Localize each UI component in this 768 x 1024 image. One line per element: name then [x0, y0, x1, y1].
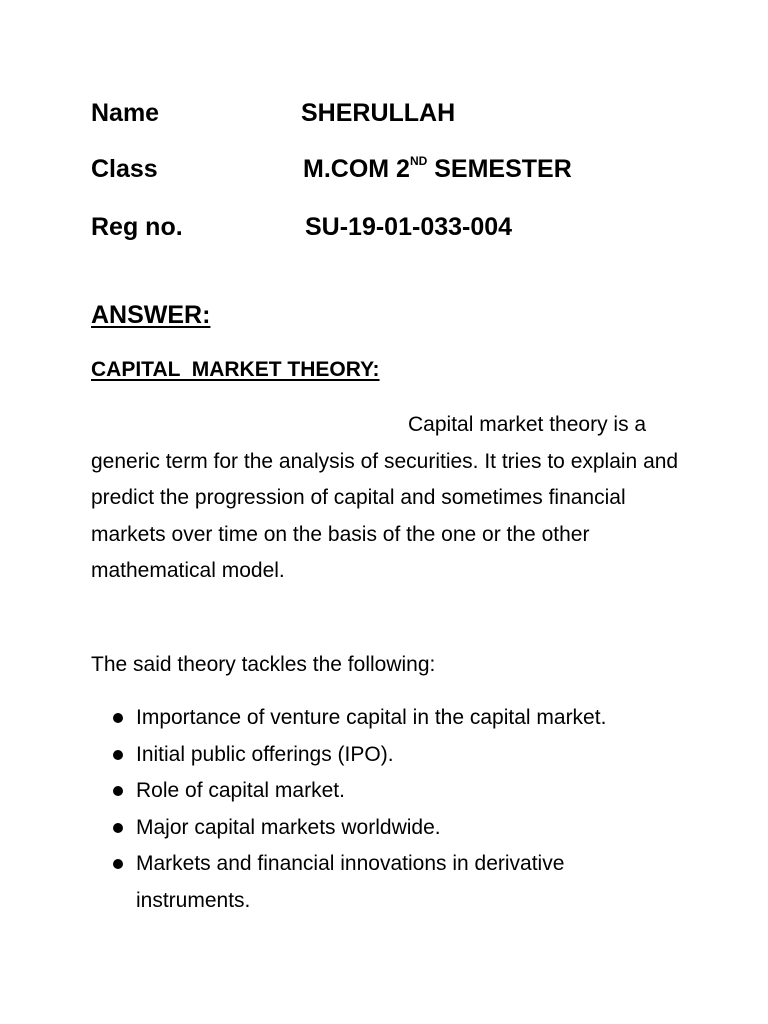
- list-item: [113, 700, 683, 737]
- list-item-text: Role of capital market.: [136, 779, 345, 802]
- name-value: SHERULLAH: [301, 99, 456, 127]
- list-item: [113, 737, 683, 774]
- bullet-list: [113, 700, 683, 919]
- list-item: [113, 846, 683, 919]
- bullet-icon: [113, 859, 123, 869]
- answer-heading: ANSWER:: [91, 301, 211, 329]
- intro-line: The said theory tackles the following:: [91, 653, 436, 676]
- class-label: Class: [91, 155, 158, 183]
- bullet-icon: [113, 823, 123, 833]
- bullet-icon: [113, 750, 123, 760]
- list-item: [113, 810, 683, 847]
- bullet-icon: [113, 713, 123, 723]
- reg-label: Reg no.: [91, 213, 183, 241]
- list-item-text: Importance of venture capital in the capital market.: [136, 706, 607, 729]
- class-value: [303, 154, 572, 184]
- list-item-text: Initial public offerings (IPO).: [136, 742, 394, 766]
- bullet-icon: [113, 786, 123, 796]
- reg-value: SU-19-01-033-004: [305, 213, 513, 241]
- name-label: Name: [91, 99, 160, 127]
- class-value-ordinal: ND: [409, 154, 428, 168]
- list-item: [113, 773, 683, 810]
- list-item-text: Major capital markets worldwide.: [136, 815, 441, 839]
- class-value-suffix: SEMESTER: [427, 155, 572, 183]
- list-item-text: Markets and financial innovations in derivative instruments.: [136, 852, 565, 912]
- section-heading: CAPITAL MARKET THEORY:: [91, 358, 380, 381]
- class-value-prefix: M.COM 2: [303, 155, 410, 183]
- body-paragraph: Capital market theory is a generic term for the analysis of securities. It tries to explain and predict the progression of capital and sometimes financial markets over time on the basis of the one or the other mathematical model.: [91, 413, 679, 582]
